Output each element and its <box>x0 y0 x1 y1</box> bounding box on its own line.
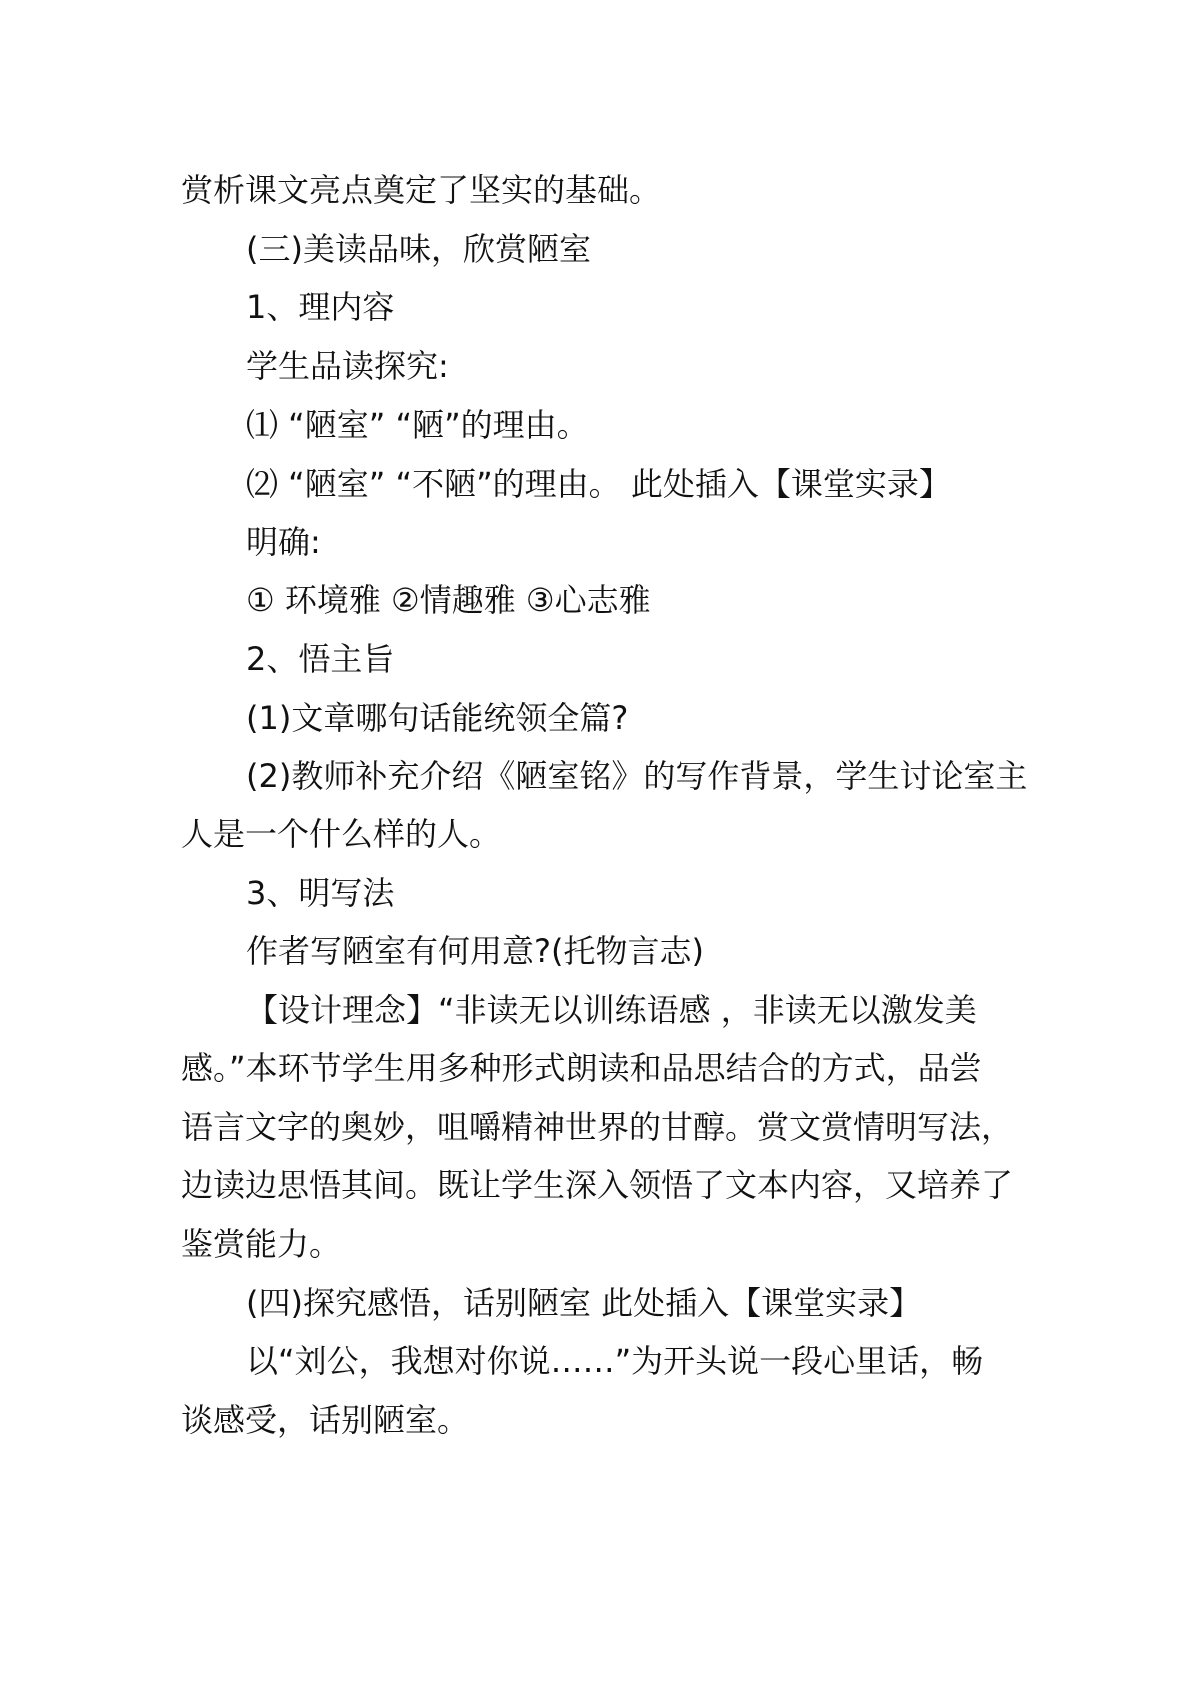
section-heading: (四)探究感悟，话别陋室 此处插入【课堂实录】 <box>246 1284 922 1322</box>
list-item: ⑴ “陋室” “陋”的理由。 <box>246 406 589 444</box>
paragraph-line: 语言文字的奥妙，咀嚼精神世界的甘醇。赏文赏情明写法， <box>181 1108 1014 1146</box>
paragraph-line: 以“刘公，我想对你说……”为开头说一段心里话，畅 <box>246 1342 984 1380</box>
paragraph-line: 明确: <box>246 523 321 561</box>
paragraph-line: 【设计理念】“非读无以训练语感 ，非读无以激发美 <box>246 991 977 1029</box>
list-item: (1)文章哪句话能统领全篇? <box>246 699 629 737</box>
subsection-heading: 3、明写法 <box>246 874 395 912</box>
list-item: (2)教师补充介绍《陋室铭》的写作背景，学生讨论室主 <box>246 757 1028 795</box>
paragraph-line: 赏析课文亮点奠定了坚实的基础。 <box>181 171 662 209</box>
paragraph-line: 人是一个什么样的人。 <box>181 815 502 853</box>
section-heading: (三)美读品味，欣赏陋室 <box>246 230 591 268</box>
paragraph-line: 作者写陋室有何用意?(托物言志) <box>246 932 704 970</box>
subsection-heading: 1、理内容 <box>246 288 395 326</box>
paragraph-line: 鉴赏能力。 <box>181 1225 342 1263</box>
paragraph-line: 谈感受，话别陋室。 <box>181 1401 470 1439</box>
paragraph-line: 学生品读探究: <box>246 347 449 385</box>
list-item: ⑵ “陋室” “不陋”的理由。 此处插入【课堂实录】 <box>246 465 951 503</box>
paragraph-line: 感。”本环节学生用多种形式朗读和品思结合的方式，品尝 <box>181 1049 982 1087</box>
paragraph-line: 边读边思悟其间。既让学生深入领悟了文本内容，又培养了 <box>181 1166 1014 1204</box>
list-item: ① 环境雅 ②情趣雅 ③心志雅 <box>246 581 651 619</box>
subsection-heading: 2、悟主旨 <box>246 640 395 678</box>
